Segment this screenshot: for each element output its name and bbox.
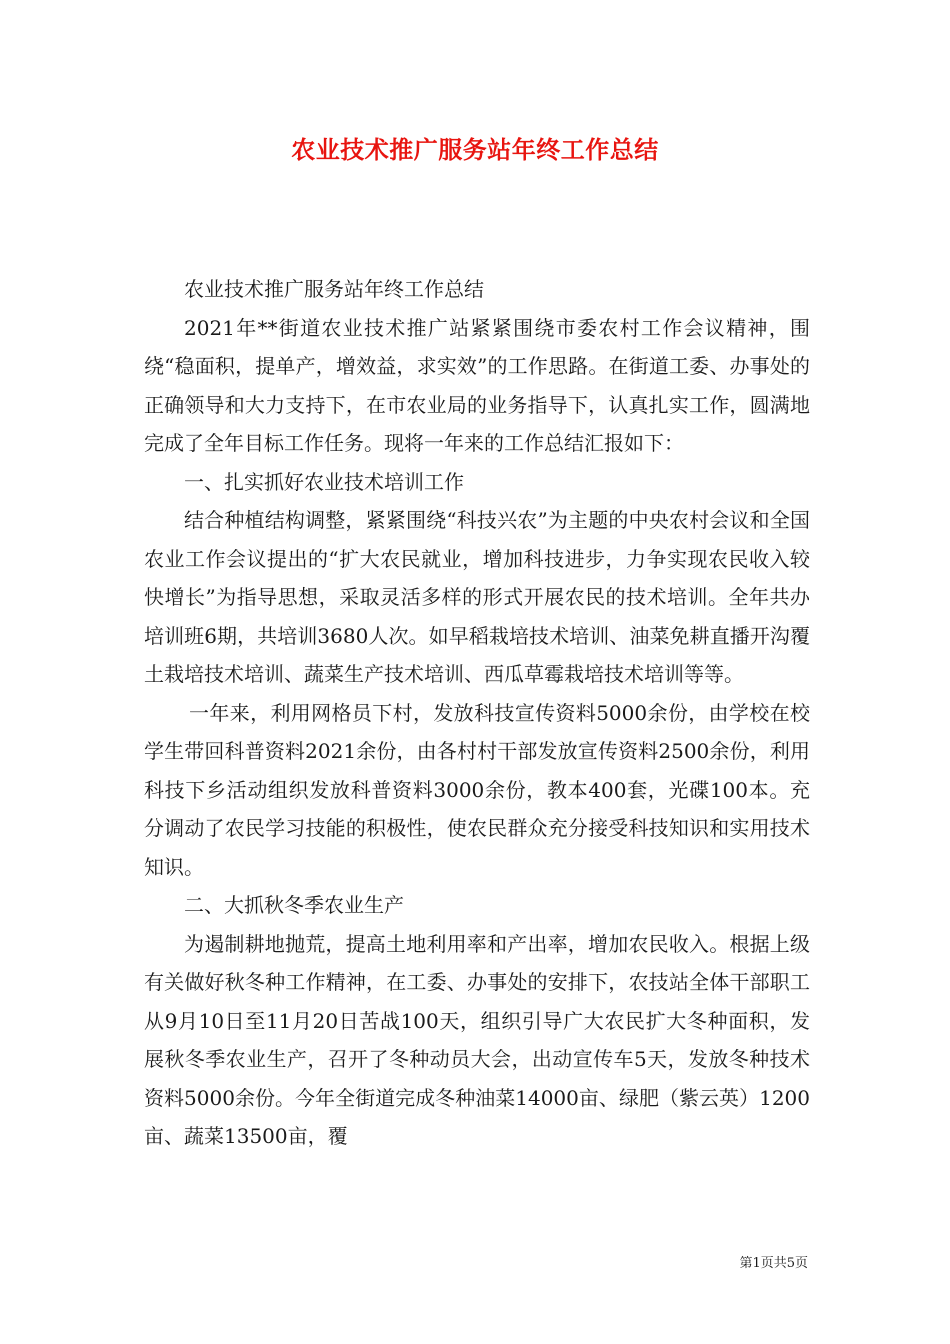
paragraph-intro: 2021年**街道农业技术推广站紧紧围绕市委农村工作会议精神，围绕“稳面积，提单产，增效益，求实效”的工作思路。在街道工委、办事处的正确领导和大力支持下，在市农业局的业务指导下，认真扎实工作，圆满地完成了全年目标工作任务。现将一年来的工作总结汇报如下：: [144, 315, 810, 455]
page-number: 第1页共5页: [739, 1256, 808, 1271]
document-body: [144, 270, 810, 1156]
section-heading-1: 一、扎实抓好农业技术培训工作: [184, 469, 464, 494]
page-title: 农业技术推广服务站年终工作总结: [291, 135, 659, 164]
section-heading-2: 二、大抓秋冬季农业生产: [184, 893, 404, 917]
paragraph-materials: 一年来，利用网格员下村，发放科技宣传资料5000余份，由学校在校学生带回科普资料2021余份，由各村村干部发放宣传资料2500余份，利用科技下乡活动组织发放科普资料3000余份，教本400套，光碟100本。充分调动了农民学习技能的积极性，使农民群众充分接受科技知识和实用技术知识。: [144, 700, 810, 879]
paragraph-training: 结合种植结构调整，紧紧围绕“科技兴农”为主题的中央农村会议和全国农业工作会议提出的“扩大农民就业，增加科技进步，力争实现农民收入较快增长”为指导思想，采取灵活多样的形式开展农民的技术培训。全年共办培训班6期，共培训3680人次。如早稻栽培技术培训、油菜免耕直播开沟覆土栽培技术培训、蔬菜生产技术培训、西瓜草霉栽培技术培训等等。: [144, 508, 810, 686]
paragraph-heading: 农业技术推广服务站年终工作总结: [184, 277, 484, 301]
paragraph-winter-production: 为遏制耕地抛荒，提高土地利用率和产出率，增加农民收入。根据上级有关做好秋冬种工作精神，在工委、办事处的安排下，农技站全体干部职工从9月10日至11月20日苦战100天，组织引导广大农民扩大冬种面积，发展秋冬季农业生产，召开了冬种动员大会，出动宣传车5天，发放冬种技术资料5000余份。今年全街道完成冬种油菜14000亩、绿肥（紫云英）1200亩、蔬菜13500亩，覆: [144, 931, 810, 1148]
